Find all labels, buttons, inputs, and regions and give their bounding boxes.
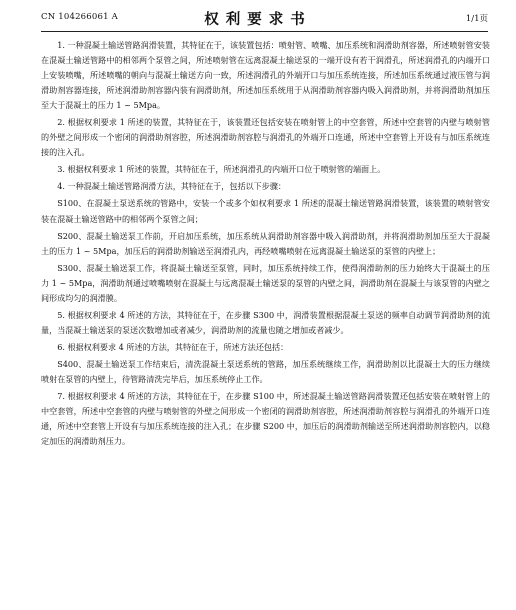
claim-paragraph: 1. 一种混凝土输送管路润滑装置，其特征在于，该装置包括：喷射管、喷嘴、加压系统和润滑助剂容器，所述喷射管安装在混凝土输送管路中的相邻两个泵管之间，所述喷射管在远离混凝土输送泵的一端开设有若干润滑孔，所述润滑孔的内端开口上安装喷嘴，所述喷嘴的朝向与混凝土输送方向一致，所述润滑孔的外端开口与加压系统连接，所述加压系统通过液压管与润滑助剂容器连接，所述润滑助剂容器内装有润滑助剂，所述加压系统用于从润滑助剂容器内吸入润滑助剂，并将润滑助剂加压至大于混凝土的压力 1 ~ 5Mpa。 <box>41 40 490 111</box>
claims-body <box>41 38 490 451</box>
header-divider <box>41 31 488 32</box>
claim-step-paragraph: S400、混凝土输送泵工作结束后，清洗混凝土泵送系统的管路，加压系统继续工作，润滑助剂以比混凝土大的压力继续喷射在泵管的内壁上，待管路清洗完毕后，加压系统停止工作。 <box>41 358 490 384</box>
claim-paragraph: 7. 根据权利要求 4 所述的方法，其特征在于，在步骤 S100 中，所述混凝土输送管路润滑装置还包括安装在喷射管上的中空套管，所述中空套管的内壁与喷射管的外壁之间形成一个密闭的润滑助剂容腔，所述润滑助剂容腔与润滑孔的外端开口连通，所述中空套管上开设有与加压系统连接的注入孔；在步骤 S200 中，加压后的润滑助剂输送至所述润滑助剂容腔内，以稳定加压的润滑助剂压力。 <box>41 391 490 447</box>
page-title: 权利要求书 <box>204 11 312 28</box>
page-number: 1/1页 <box>465 14 488 24</box>
claim-paragraph: 6. 根据权利要求 4 所述的方法，其特征在于，所述方法还包括： <box>57 341 289 352</box>
claim-paragraph: 2. 根据权利要求 1 所述的装置，其特征在于，该装置还包括安装在喷射管上的中空套管，所述中空套管的内壁与喷射管的外壁之间形成一个密闭的润滑助剂容腔，所述润滑助剂容腔与润滑孔的外端开口连通，所述中空套管上开设有与加压系统连接的注入孔。 <box>41 117 490 158</box>
page-header <box>0 8 516 30</box>
claim-step-paragraph: S100、在混凝土泵送系统的管路中，安装一个或多个如权利要求 1 所述的混凝土输送管路润滑装置，该装置的喷射管安装在混凝土输送管路中的相邻两个泵管之间； <box>41 198 490 224</box>
claim-paragraph: 4. 一种混凝土输送管路润滑方法，其特征在于，包括以下步骤： <box>57 181 287 192</box>
claim-step-paragraph: S300、混凝土输送泵工作，将混凝土输送至泵管，同时，加压系统持续工作，使得润滑助剂的压力始终大于混凝土的压力 1 ~ 5Mpa，润滑助剂通过喷嘴喷射在混凝土与远离混凝土输送泵的泵管的内壁之间，润滑助剂在混凝土与该泵管的内壁之间形成均匀的润滑膜。 <box>41 262 490 303</box>
claim-paragraph: 5. 根据权利要求 4 所述的方法，其特征在于，在步骤 S300 中，润滑装置根据混凝土泵送的频率自动调节润滑助剂的流量，当混凝土输送泵的泵送次数增加或者减少，润滑助剂的流量也随之增加或者减少。 <box>41 309 490 335</box>
claim-step-paragraph: S200、混凝土输送泵工作前，开启加压系统，加压系统从润滑助剂容器中吸入润滑助剂，并将润滑助剂加压至大于混凝土的压力 1 ~ 5Mpa，加压后的润滑助剂输送至润滑孔内，再经喷嘴喷射在远离混凝土输送泵的泵管的内壁上； <box>41 230 490 256</box>
claim-paragraph: 3. 根据权利要求 1 所述的装置，其特征在于，所述润滑孔的内端开口位于喷射管的端面上。 <box>57 164 386 175</box>
document-number: CN 104266061 A <box>41 12 118 22</box>
